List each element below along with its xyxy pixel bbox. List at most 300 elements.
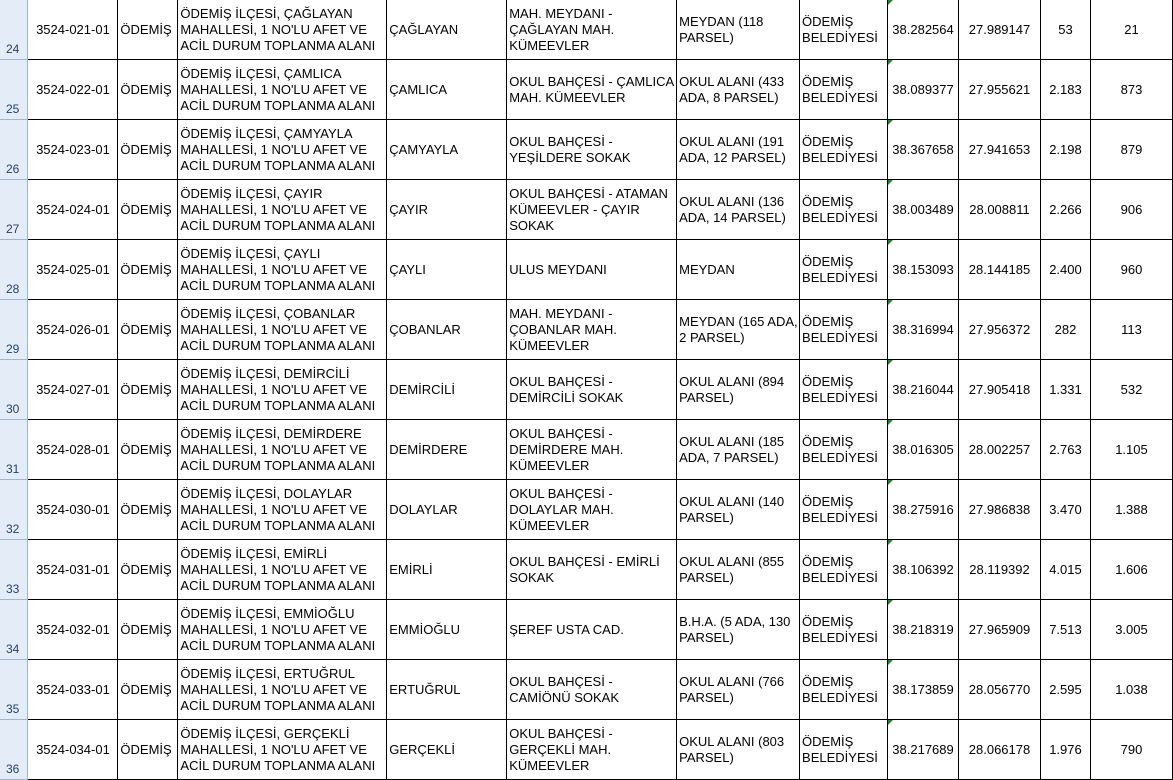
cell-name[interactable] [178, 720, 387, 780]
cell-institution[interactable] [800, 300, 888, 360]
cell-institution[interactable] [800, 360, 888, 420]
cell-ilce[interactable] [118, 480, 178, 540]
table-row [0, 600, 1173, 660]
cell-latitude-text: 38.367658 [892, 141, 954, 157]
cell-capacity[interactable] [1090, 720, 1172, 780]
cell-ilce[interactable] [118, 60, 178, 120]
cell-code[interactable] [28, 300, 118, 360]
cell-ilce[interactable] [118, 360, 178, 420]
cell-code-text: 3524-024-01 [36, 201, 110, 217]
cell-location-text: OKUL BAHÇESİ - GERÇEKLİ MAH. KÜMEEVLER [509, 725, 613, 773]
cell-institution-text: ÖDEMİŞ BELEDİYESİ [802, 133, 878, 165]
row-header[interactable] [0, 60, 28, 120]
table-row [0, 60, 1173, 120]
cell-latitude[interactable] [888, 660, 959, 720]
cell-latitude[interactable] [888, 60, 959, 120]
cell-institution-text: ÖDEMİŞ BELEDİYESİ [802, 673, 878, 705]
cell-area-text: 1.976 [1049, 741, 1082, 757]
cell-capacity[interactable] [1090, 180, 1172, 240]
cell-longitude-text: 27.965909 [968, 621, 1031, 637]
cell-area-type[interactable] [677, 420, 800, 480]
cell-capacity-text: 113 [1121, 321, 1142, 337]
cell-name[interactable] [178, 240, 387, 300]
cell-mahalle-text: DOLAYLAR [389, 501, 458, 517]
cell-ilce[interactable] [118, 300, 178, 360]
cell-ilce-text: ÖDEMİŞ [120, 501, 172, 517]
cell-longitude[interactable] [959, 420, 1041, 480]
cell-name-text: ÖDEMİŞ İLÇESİ, ÇAYLI MAHALLESİ, 1 NO'LU AFET VE ACİL DURUM TOPLANMA ALANI [180, 245, 376, 293]
cell-capacity[interactable] [1090, 120, 1172, 180]
cell-area-type[interactable] [677, 360, 800, 420]
cell-latitude[interactable] [888, 360, 959, 420]
error-indicator-icon [888, 60, 893, 65]
cell-mahalle-text: ÇAYIR [389, 201, 429, 217]
cell-name[interactable] [178, 360, 387, 420]
error-indicator-icon [888, 720, 893, 725]
error-indicator-icon [888, 420, 893, 425]
cell-mahalle[interactable] [387, 60, 507, 120]
cell-capacity-text: 873 [1120, 81, 1143, 97]
cell-latitude[interactable] [888, 600, 959, 660]
cell-area-type[interactable] [677, 540, 800, 600]
cell-institution-text: ÖDEMİŞ BELEDİYESİ [802, 73, 878, 105]
row-header-text: 32 [6, 522, 20, 536]
cell-longitude[interactable] [959, 540, 1041, 600]
cell-capacity[interactable] [1090, 0, 1172, 60]
cell-longitude[interactable] [959, 720, 1041, 780]
cell-capacity[interactable] [1090, 360, 1172, 420]
cell-code-text: 3524-025-01 [36, 261, 110, 277]
row-header-text: 36 [6, 762, 20, 776]
cell-name[interactable] [178, 540, 387, 600]
cell-mahalle-text: EMMİOĞLU [389, 621, 461, 637]
cell-longitude-text: 28.056770 [968, 681, 1031, 697]
cell-longitude-text: 27.955621 [968, 81, 1031, 97]
cell-mahalle-text: ÇAMLICA [389, 81, 448, 97]
table-row [0, 720, 1173, 780]
cell-name[interactable] [178, 0, 387, 60]
cell-longitude[interactable] [959, 360, 1041, 420]
cell-mahalle[interactable] [387, 240, 507, 300]
cell-longitude-text: 28.002257 [968, 441, 1031, 457]
cell-longitude-text: 28.008811 [969, 201, 1030, 217]
error-indicator-icon [888, 0, 893, 5]
cell-institution-text: ÖDEMİŞ BELEDİYESİ [802, 253, 878, 285]
cell-capacity[interactable] [1090, 60, 1172, 120]
cell-area[interactable] [1040, 420, 1090, 480]
cell-name-text: ÖDEMİŞ İLÇESİ, DEMİRCİLİ MAHALLESİ, 1 NO'LU AFET VE ACİL DURUM TOPLANMA ALANI [180, 365, 376, 413]
cell-mahalle[interactable] [387, 720, 507, 780]
cell-code-text: 3524-022-01 [36, 81, 110, 97]
row-header[interactable] [0, 360, 28, 420]
cell-mahalle[interactable] [387, 0, 507, 60]
cell-area-type-text: OKUL ALANI (855 PARSEL) [679, 553, 785, 585]
cell-longitude[interactable] [959, 180, 1041, 240]
table-row [0, 480, 1173, 540]
cell-institution[interactable] [800, 420, 888, 480]
cell-ilce[interactable] [118, 600, 178, 660]
cell-ilce[interactable] [118, 180, 178, 240]
cell-location-text: OKUL BAHÇESİ - EMİRLİ SOKAK [509, 553, 660, 585]
cell-capacity[interactable] [1090, 600, 1172, 660]
row-header[interactable] [0, 480, 28, 540]
cell-institution-text: ÖDEMİŞ BELEDİYESİ [802, 613, 878, 645]
cell-capacity[interactable] [1090, 420, 1172, 480]
cell-capacity-text: 532 [1120, 381, 1143, 397]
cell-location[interactable] [507, 540, 677, 600]
cell-area-text: 1.331 [1049, 381, 1082, 397]
cell-mahalle-text: ÇOBANLAR [389, 321, 461, 337]
cell-capacity-text: 1.105 [1115, 441, 1148, 457]
cell-area-type-text: MEYDAN (165 ADA, 2 PARSEL) [679, 313, 798, 345]
cell-institution[interactable] [800, 720, 888, 780]
cell-institution[interactable] [800, 60, 888, 120]
table-row [0, 360, 1173, 420]
error-indicator-icon [888, 360, 893, 365]
cell-area-type[interactable] [677, 720, 800, 780]
cell-area[interactable] [1040, 300, 1090, 360]
cell-name-text: ÖDEMİŞ İLÇESİ, ÇAMYAYLA MAHALLESİ, 1 NO'LU AFET VE ACİL DURUM TOPLANMA ALANI [180, 125, 376, 173]
cell-area[interactable] [1040, 600, 1090, 660]
cell-ilce[interactable] [118, 0, 178, 60]
cell-location-text: ULUS MEYDANI [509, 261, 607, 277]
cell-mahalle[interactable] [387, 120, 507, 180]
cell-longitude-text: 27.905418 [968, 381, 1031, 397]
row-header[interactable] [0, 720, 28, 780]
cell-location-text: OKUL BAHÇESİ - ATAMAN KÜMEEVLER - ÇAYIR SOKAK [509, 185, 668, 233]
cell-mahalle-text: GERÇEKLİ [389, 741, 456, 757]
cell-location-text: MAH. MEYDANI - ÇOBANLAR MAH. KÜMEEVLER [509, 305, 617, 353]
cell-name-text: ÖDEMİŞ İLÇESİ, GERÇEKLİ MAHALLESİ, 1 NO'LU AFET VE ACİL DURUM TOPLANMA ALANI [180, 725, 376, 773]
cell-name[interactable] [178, 300, 387, 360]
cell-area-text: 282 [1054, 321, 1077, 337]
cell-longitude-text: 27.956372 [968, 321, 1031, 337]
cell-institution-text: ÖDEMİŞ BELEDİYESİ [802, 733, 878, 765]
cell-mahalle[interactable] [387, 660, 507, 720]
cell-name-text: ÖDEMİŞ İLÇESİ, ÇAMLICA MAHALLESİ, 1 NO'LU AFET VE ACİL DURUM TOPLANMA ALANI [180, 65, 376, 113]
cell-name[interactable] [178, 420, 387, 480]
row-header-text: 33 [6, 582, 20, 596]
cell-area-type[interactable] [677, 600, 800, 660]
cell-name[interactable] [178, 600, 387, 660]
cell-code[interactable] [28, 60, 118, 120]
cell-latitude-text: 38.016305 [892, 441, 954, 457]
table-row [0, 420, 1173, 480]
cell-latitude[interactable] [888, 480, 959, 540]
cell-capacity[interactable] [1090, 660, 1172, 720]
row-header[interactable] [0, 120, 28, 180]
cell-institution-text: ÖDEMİŞ BELEDİYESİ [802, 433, 878, 465]
row-header-text: 35 [6, 702, 20, 716]
cell-institution[interactable] [800, 600, 888, 660]
table-row [0, 240, 1173, 300]
cell-latitude-text: 38.218319 [892, 621, 954, 637]
cell-latitude[interactable] [888, 420, 959, 480]
cell-name[interactable] [178, 120, 387, 180]
cell-institution[interactable] [800, 180, 888, 240]
cell-longitude[interactable] [959, 60, 1041, 120]
cell-ilce[interactable] [118, 120, 178, 180]
cell-area-text: 2.266 [1049, 201, 1082, 217]
cell-location[interactable] [507, 0, 677, 60]
cell-capacity-text: 21 [1124, 21, 1139, 37]
cell-institution[interactable] [800, 480, 888, 540]
cell-location-text: OKUL BAHÇESİ - DEMİRCİLİ SOKAK [509, 373, 624, 405]
row-header[interactable] [0, 540, 28, 600]
cell-code[interactable] [28, 0, 118, 60]
cell-mahalle[interactable] [387, 480, 507, 540]
cell-location[interactable] [507, 60, 677, 120]
cell-code[interactable] [28, 120, 118, 180]
row-header[interactable] [0, 420, 28, 480]
cell-capacity-text: 1.038 [1115, 681, 1148, 697]
cell-institution-text: ÖDEMİŞ BELEDİYESİ [802, 493, 878, 525]
error-indicator-icon [888, 480, 893, 485]
cell-mahalle-text: ÇAYLI [389, 261, 426, 277]
cell-area-type-text: OKUL ALANI (894 PARSEL) [679, 373, 785, 405]
cell-name[interactable] [178, 660, 387, 720]
cell-ilce-text: ÖDEMİŞ [120, 561, 172, 577]
cell-mahalle-text: DEMİRDERE [389, 441, 468, 457]
cell-longitude-text: 27.941653 [968, 141, 1031, 157]
cell-capacity[interactable] [1090, 480, 1172, 540]
row-header[interactable] [0, 660, 28, 720]
cell-mahalle[interactable] [387, 600, 507, 660]
cell-capacity-text: 1.388 [1115, 501, 1148, 517]
cell-latitude-text: 38.153093 [892, 261, 954, 277]
cell-code[interactable] [28, 480, 118, 540]
table-row [0, 180, 1173, 240]
cell-ilce-text: ÖDEMİŞ [120, 621, 172, 637]
cell-institution[interactable] [800, 240, 888, 300]
cell-location[interactable] [507, 600, 677, 660]
cell-location-text: ŞEREF USTA CAD. [509, 621, 624, 637]
cell-code[interactable] [28, 180, 118, 240]
cell-area-text: 4.015 [1049, 561, 1082, 577]
cell-area[interactable] [1040, 480, 1090, 540]
cell-area[interactable] [1040, 120, 1090, 180]
cell-capacity-text: 790 [1120, 741, 1143, 757]
cell-location[interactable] [507, 480, 677, 540]
cell-code-text: 3524-028-01 [36, 441, 110, 457]
table-row [0, 660, 1173, 720]
cell-institution[interactable] [800, 660, 888, 720]
cell-capacity-text: 879 [1120, 141, 1143, 157]
cell-longitude[interactable] [959, 0, 1041, 60]
row-header[interactable] [0, 600, 28, 660]
cell-longitude[interactable] [959, 480, 1041, 540]
cell-name[interactable] [178, 60, 387, 120]
table-row [0, 300, 1173, 360]
cell-area-type[interactable] [677, 180, 800, 240]
cell-capacity[interactable] [1090, 240, 1172, 300]
cell-area-type-text: OKUL ALANI (803 PARSEL) [679, 733, 785, 765]
cell-code-text: 3524-032-01 [36, 621, 110, 637]
cell-area-type[interactable] [677, 240, 800, 300]
cell-code-text: 3524-030-01 [36, 501, 110, 517]
row-header-text: 25 [6, 102, 20, 116]
error-indicator-icon [888, 180, 893, 185]
cell-latitude[interactable] [888, 0, 959, 60]
cell-area-type[interactable] [677, 0, 800, 60]
cell-latitude-text: 38.217689 [892, 741, 954, 757]
cell-location[interactable] [507, 720, 677, 780]
cell-area-type[interactable] [677, 300, 800, 360]
cell-latitude-text: 38.282564 [892, 21, 954, 37]
cell-latitude-text: 38.106392 [892, 561, 954, 577]
cell-ilce-text: ÖDEMİŞ [120, 81, 172, 97]
cell-code[interactable] [28, 240, 118, 300]
cell-longitude[interactable] [959, 660, 1041, 720]
cell-ilce-text: ÖDEMİŞ [120, 201, 172, 217]
cell-longitude-text: 27.986838 [968, 501, 1031, 517]
cell-capacity[interactable] [1090, 540, 1172, 600]
cell-area[interactable] [1040, 180, 1090, 240]
cell-ilce[interactable] [118, 660, 178, 720]
cell-name[interactable] [178, 180, 387, 240]
cell-code-text: 3524-027-01 [36, 381, 110, 397]
cell-ilce[interactable] [118, 720, 178, 780]
cell-latitude[interactable] [888, 180, 959, 240]
cell-code[interactable] [28, 420, 118, 480]
cell-mahalle[interactable] [387, 180, 507, 240]
cell-location[interactable] [507, 660, 677, 720]
cell-ilce[interactable] [118, 420, 178, 480]
row-header[interactable] [0, 180, 28, 240]
table-row [0, 0, 1173, 60]
cell-location-text: OKUL BAHÇESİ - CAMİÖNÜ SOKAK [509, 673, 620, 705]
row-header-text: 34 [6, 642, 20, 656]
error-indicator-icon [888, 120, 893, 125]
cell-area[interactable] [1040, 240, 1090, 300]
cell-name-text: ÖDEMİŞ İLÇESİ, ERTUĞRUL MAHALLESİ, 1 NO'LU AFET VE ACİL DURUM TOPLANMA ALANI [180, 665, 376, 713]
cell-institution[interactable] [800, 120, 888, 180]
cell-area[interactable] [1040, 60, 1090, 120]
cell-code[interactable] [28, 540, 118, 600]
cell-location[interactable] [507, 300, 677, 360]
cell-area-text: 3.470 [1049, 501, 1082, 517]
cell-longitude-text: 28.119392 [969, 561, 1030, 577]
cell-institution-text: ÖDEMİŞ BELEDİYESİ [802, 373, 878, 405]
cell-capacity-text: 960 [1120, 261, 1143, 277]
cell-area-text: 2.763 [1049, 441, 1082, 457]
cell-area-type-text: MEYDAN [679, 261, 735, 277]
cell-location[interactable] [507, 420, 677, 480]
cell-latitude[interactable] [888, 300, 959, 360]
cell-area[interactable] [1040, 360, 1090, 420]
row-header[interactable] [0, 0, 28, 60]
cell-code-text: 3524-026-01 [36, 321, 110, 337]
cell-mahalle-text: ÇAĞLAYAN [389, 21, 459, 37]
cell-area-type-text: OKUL ALANI (433 ADA, 8 PARSEL) [679, 73, 785, 105]
cell-code-text: 3524-023-01 [36, 141, 110, 157]
cell-ilce-text: ÖDEMİŞ [120, 441, 172, 457]
cell-area-type[interactable] [677, 60, 800, 120]
cell-code-text: 3524-033-01 [36, 681, 110, 697]
cell-name-text: ÖDEMİŞ İLÇESİ, ÇAYIR MAHALLESİ, 1 NO'LU AFET VE ACİL DURUM TOPLANMA ALANI [180, 185, 376, 233]
cell-longitude[interactable] [959, 240, 1041, 300]
cell-location[interactable] [507, 180, 677, 240]
cell-latitude-text: 38.003489 [892, 201, 954, 217]
cell-ilce-text: ÖDEMİŞ [120, 21, 172, 37]
row-header[interactable] [0, 240, 28, 300]
cell-ilce[interactable] [118, 540, 178, 600]
cell-mahalle[interactable] [387, 420, 507, 480]
cell-code[interactable] [28, 660, 118, 720]
cell-area-type-text: OKUL ALANI (136 ADA, 14 PARSEL) [679, 193, 786, 225]
cell-name-text: ÖDEMİŞ İLÇESİ, EMİRLİ MAHALLESİ, 1 NO'LU AFET VE ACİL DURUM TOPLANMA ALANI [180, 545, 376, 593]
row-header-text: 24 [6, 42, 20, 56]
cell-ilce[interactable] [118, 240, 178, 300]
cell-area[interactable] [1040, 720, 1090, 780]
cell-area[interactable] [1040, 0, 1090, 60]
cell-area[interactable] [1040, 540, 1090, 600]
cell-code[interactable] [28, 360, 118, 420]
cell-ilce-text: ÖDEMİŞ [120, 261, 172, 277]
cell-longitude-text: 28.144185 [968, 261, 1031, 277]
cell-area-text: 2.183 [1049, 81, 1082, 97]
cell-latitude-text: 38.275916 [892, 501, 954, 517]
cell-code[interactable] [28, 720, 118, 780]
cell-mahalle[interactable] [387, 540, 507, 600]
cell-longitude[interactable] [959, 300, 1041, 360]
cell-location-text: OKUL BAHÇESİ - DOLAYLAR MAH. KÜMEEVLER [509, 485, 614, 533]
row-header[interactable] [0, 300, 28, 360]
cell-latitude[interactable] [888, 240, 959, 300]
cell-institution-text: ÖDEMİŞ BELEDİYESİ [802, 13, 878, 45]
cell-mahalle-text: ERTUĞRUL [389, 681, 461, 697]
cell-institution-text: ÖDEMİŞ BELEDİYESİ [802, 313, 878, 345]
cell-mahalle[interactable] [387, 300, 507, 360]
cell-mahalle[interactable] [387, 360, 507, 420]
cell-name[interactable] [178, 480, 387, 540]
cell-institution[interactable] [800, 540, 888, 600]
cell-name-text: ÖDEMİŞ İLÇESİ, ÇAĞLAYAN MAHALLESİ, 1 NO'LU AFET VE ACİL DURUM TOPLANMA ALANI [180, 5, 376, 53]
cell-code-text: 3524-031-01 [36, 561, 110, 577]
cell-institution-text: ÖDEMİŞ BELEDİYESİ [802, 553, 878, 585]
cell-longitude[interactable] [959, 120, 1041, 180]
cell-latitude[interactable] [888, 120, 959, 180]
cell-area[interactable] [1040, 660, 1090, 720]
cell-capacity[interactable] [1090, 300, 1172, 360]
error-indicator-icon [888, 540, 893, 545]
cell-ilce-text: ÖDEMİŞ [120, 321, 172, 337]
cell-latitude[interactable] [888, 720, 959, 780]
cell-area-type[interactable] [677, 120, 800, 180]
row-header-text: 31 [6, 462, 20, 476]
cell-latitude[interactable] [888, 540, 959, 600]
row-header-text: 27 [6, 222, 20, 236]
cell-area-text: 2.400 [1049, 261, 1082, 277]
cell-name-text: ÖDEMİŞ İLÇESİ, DEMİRDERE MAHALLESİ, 1 NO'LU AFET VE ACİL DURUM TOPLANMA ALANI [180, 425, 376, 473]
error-indicator-icon [888, 600, 893, 605]
cell-location-text: MAH. MEYDANI - ÇAĞLAYAN MAH. KÜMEEVLER [509, 5, 615, 53]
cell-code-text: 3524-021-01 [36, 21, 110, 37]
cell-code[interactable] [28, 600, 118, 660]
cell-area-type[interactable] [677, 480, 800, 540]
cell-location[interactable] [507, 360, 677, 420]
cell-area-type[interactable] [677, 660, 800, 720]
cell-longitude[interactable] [959, 600, 1041, 660]
cell-location[interactable] [507, 120, 677, 180]
cell-area-type-text: OKUL ALANI (185 ADA, 7 PARSEL) [679, 433, 785, 465]
error-indicator-icon [888, 240, 893, 245]
cell-mahalle-text: ÇAMYAYLA [389, 141, 459, 157]
cell-location[interactable] [507, 240, 677, 300]
cell-ilce-text: ÖDEMİŞ [120, 681, 172, 697]
cell-area-text: 2.595 [1049, 681, 1082, 697]
cell-institution[interactable] [800, 0, 888, 60]
